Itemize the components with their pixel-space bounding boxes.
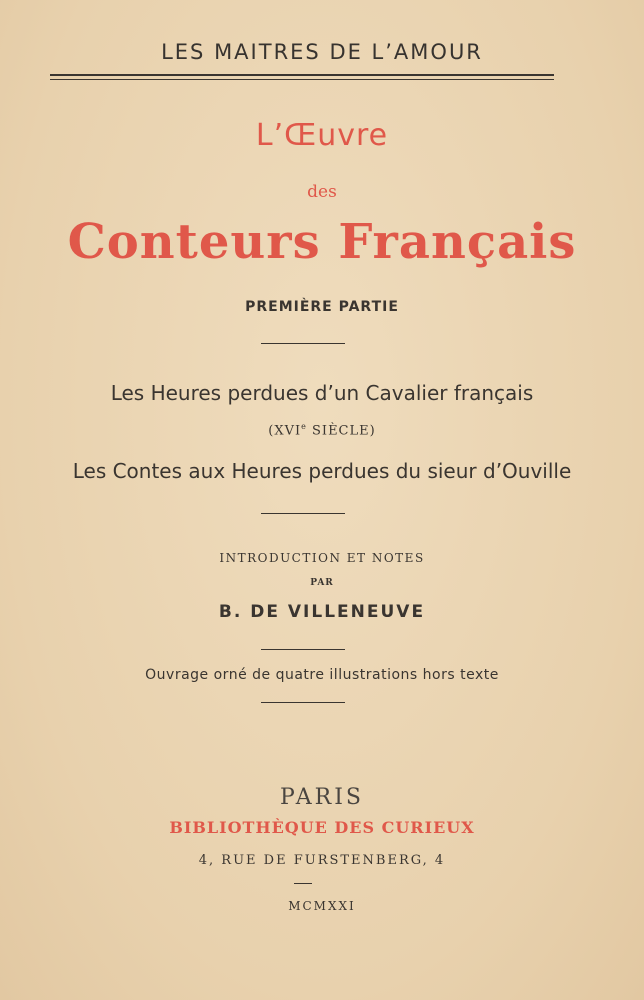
tiny-rule (294, 883, 312, 884)
title-line-conteurs: Conteurs Français (67, 214, 577, 270)
author-name: B. DE VILLENEUVE (218, 602, 426, 622)
imprint-city: PARIS (280, 785, 364, 810)
series-title: LES MAITRES DE L’AMOUR (161, 40, 483, 64)
title-line-des: des (307, 182, 337, 202)
century-note: (XVIe SIÈCLE) (268, 422, 376, 439)
imprint-year: MCMXXI (288, 899, 356, 913)
divider-rule-2 (261, 513, 345, 514)
divider-rule-1 (261, 343, 345, 344)
part-label: PREMIÈRE PARTIE (245, 299, 399, 315)
divider-rule-3 (261, 649, 345, 650)
double-rule (50, 74, 554, 80)
title-line-oeuvre: L’Œuvre (255, 118, 389, 153)
work-title-second: Les Contes aux Heures perdues du sieur d’Ouville (72, 459, 572, 483)
imprint-publisher: BIBLIOTHÈQUE DES CURIEUX (169, 818, 475, 837)
par-label: PAR (310, 578, 334, 588)
illustrations-note: Ouvrage orné de quatre illustrations hors texte (145, 667, 499, 683)
intro-notes-label: INTRODUCTION ET NOTES (219, 551, 425, 565)
work-title-first: Les Heures perdues d’un Cavalier français (110, 381, 534, 405)
divider-rule-4 (261, 702, 345, 703)
imprint-address: 4, RUE DE FURSTENBERG, 4 (198, 853, 446, 868)
